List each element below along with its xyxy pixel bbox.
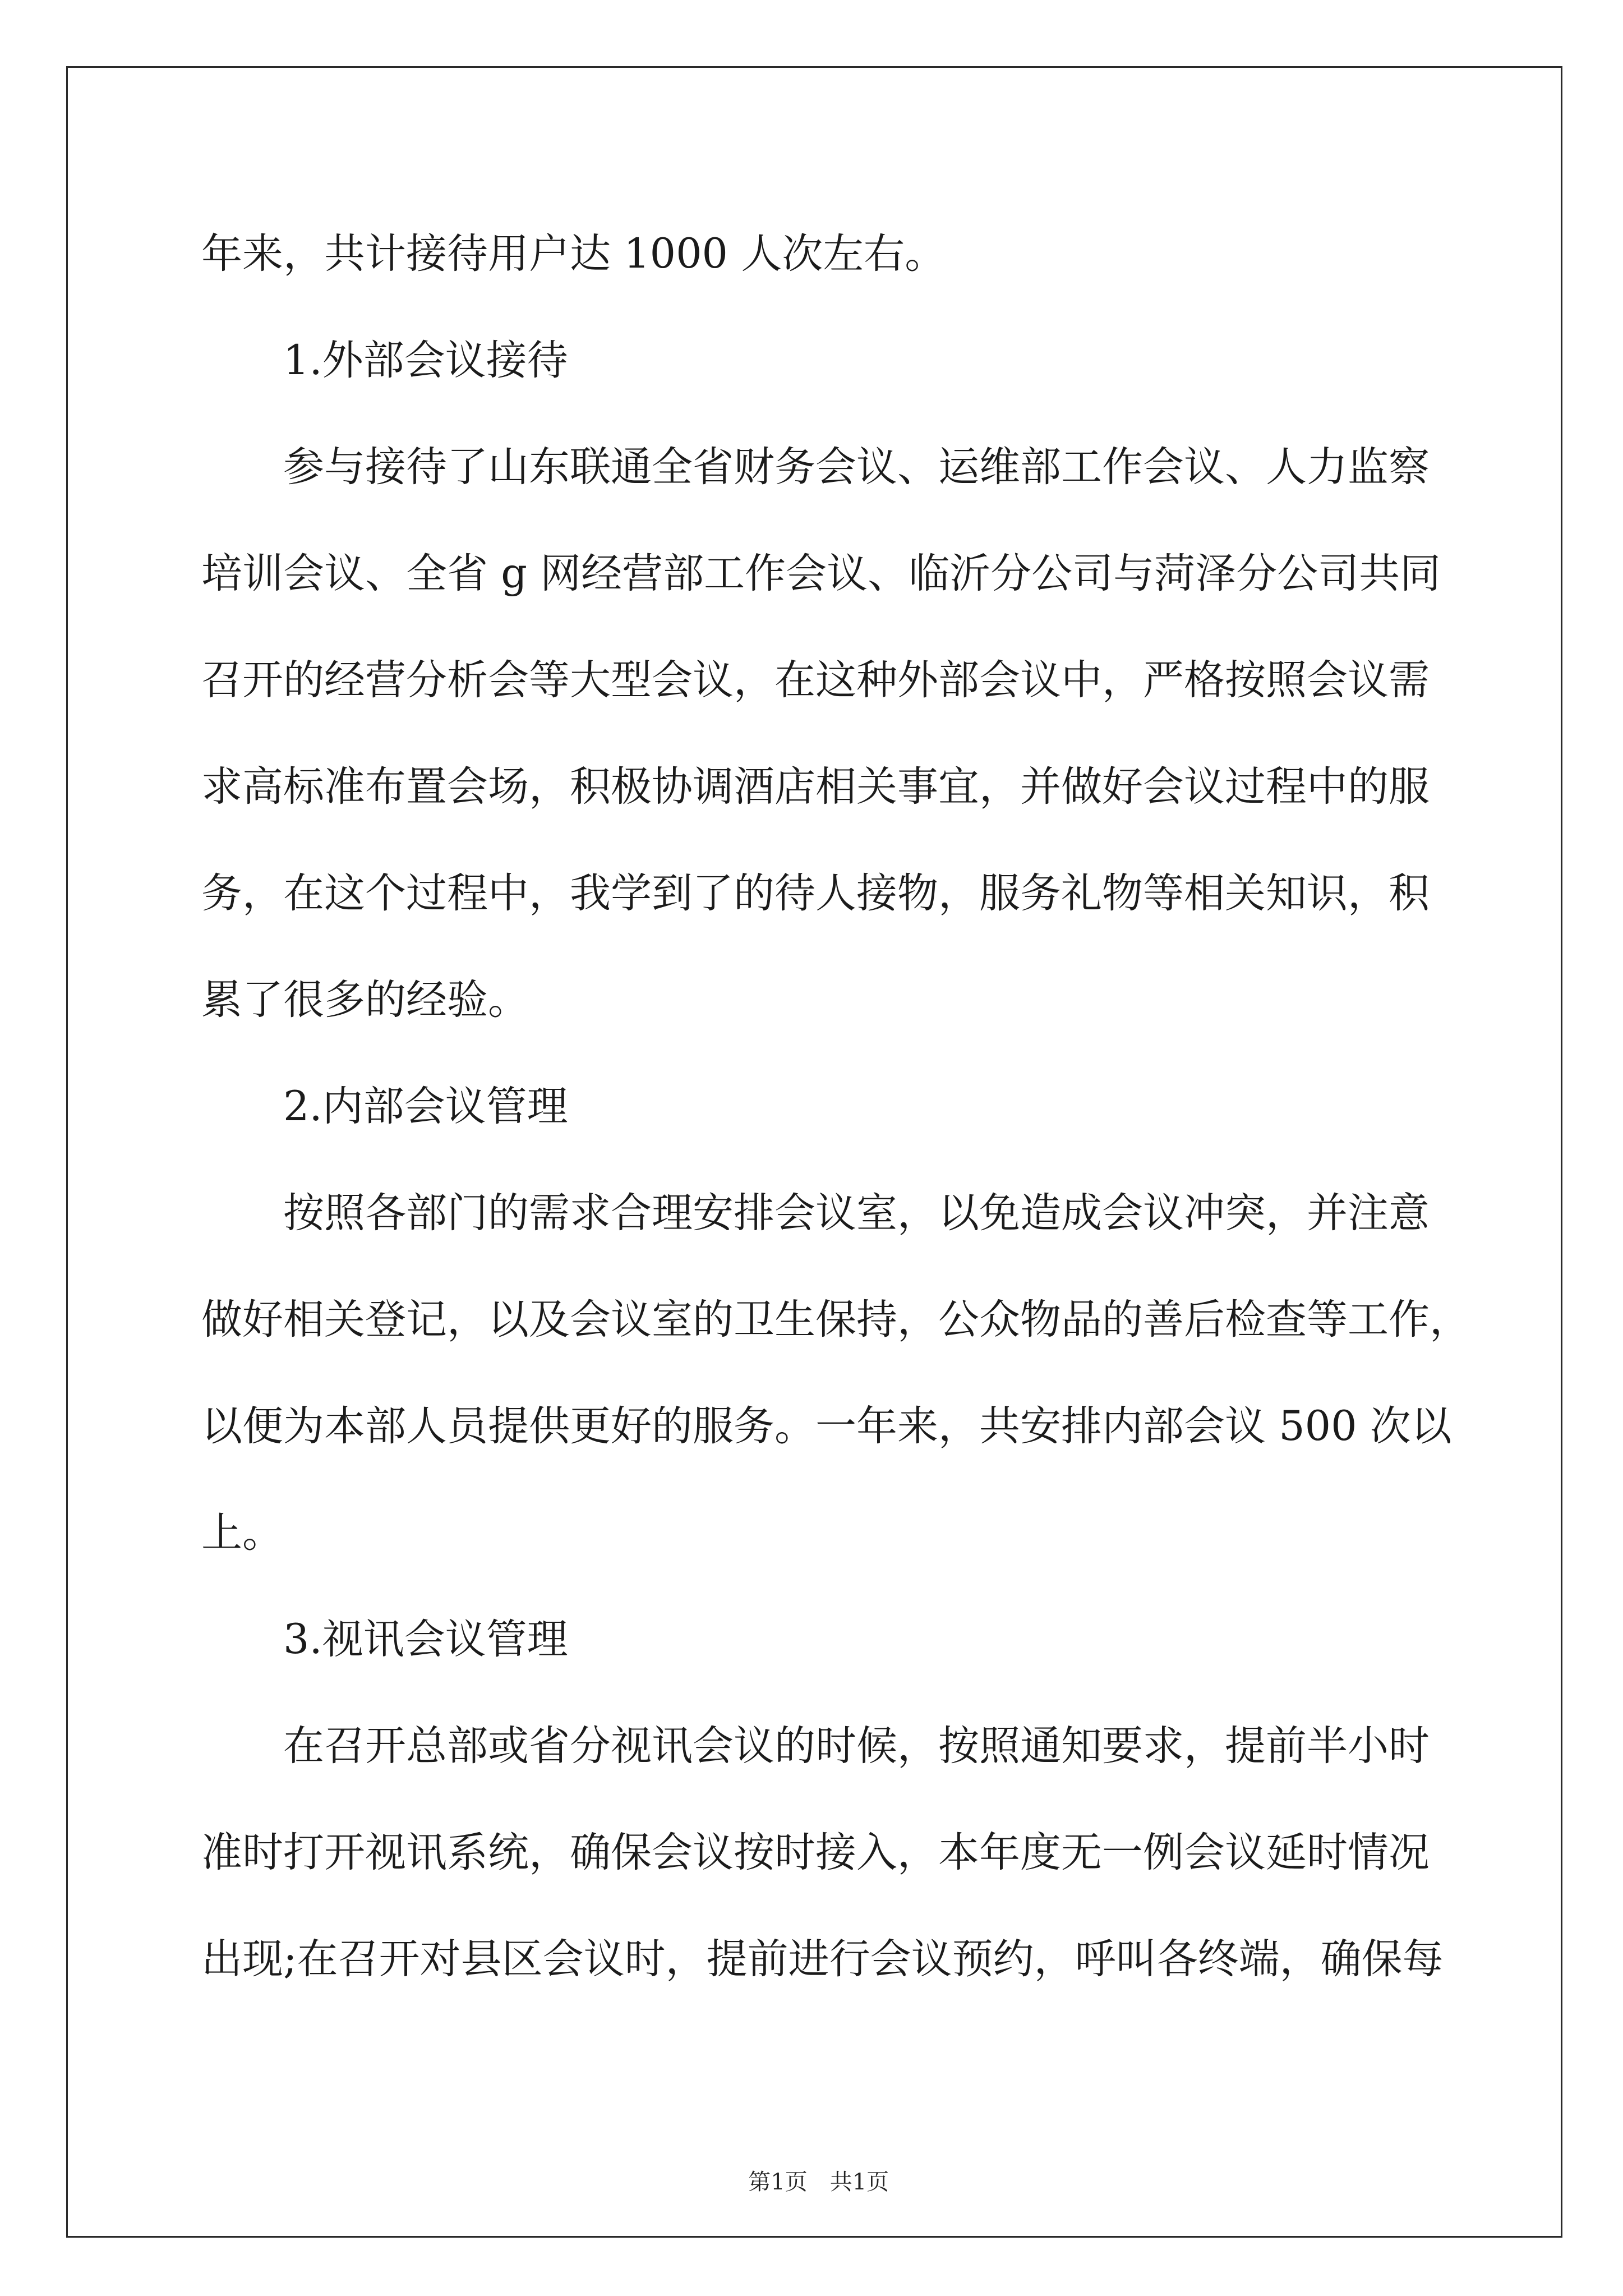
section-heading: 1.外部会议接待: [283, 337, 568, 384]
text-line: 累了很多的经验。: [201, 976, 529, 1024]
section-heading: 3.视讯会议管理: [283, 1616, 568, 1663]
text-line: 以便为本部人员提供更好的服务。一年来，共安排内部会议 500 次以: [201, 1402, 1452, 1450]
section-heading-3: [201, 1586, 1491, 1693]
section-heading: 2.内部会议管理: [283, 1083, 568, 1130]
text-line: 求高标准布置会场，积极协调酒店相关事宜，并做好会议过程中的服: [201, 763, 1430, 811]
paragraph: [201, 1160, 1491, 1586]
section-heading-1: [201, 307, 1491, 414]
text-line: 参与接待了山东联通全省财务会议、运维部工作会议、人力监察: [283, 443, 1430, 491]
text-line: 准时打开视讯系统，确保会议按时接入，本年度无一例会议延时情况: [201, 1829, 1430, 1876]
text-line: 培训会议、全省 g 网经营部工作会议、临沂分公司与菏泽分公司共同: [201, 550, 1441, 597]
page-number: 第1页 共1页: [748, 2169, 889, 2195]
section-heading-2: [201, 1053, 1491, 1160]
paragraph: [201, 201, 1491, 307]
text-line: 按照各部门的需求合理安排会议室，以免造成会议冲突，并注意: [283, 1189, 1430, 1237]
text-line: 出现;在召开对县区会议时，提前进行会议预约，呼叫各终端，确保每: [201, 1935, 1444, 1983]
text-line: 在召开总部或省分视讯会议的时候，按照通知要求，提前半小时: [283, 1722, 1430, 1770]
text-line: 年来，共计接待用户达 1000 人次左右。: [201, 230, 946, 278]
text-line: 务，在这个过程中，我学到了的待人接物，服务礼物等相关知识，积: [201, 869, 1430, 917]
paragraph: [201, 1693, 1491, 2013]
text-line: 上。: [201, 1509, 283, 1557]
document-body: [201, 201, 1491, 2013]
text-line: 做好相关登记，以及会议室的卫生保持，公众物品的善后检查等工作，: [201, 1296, 1470, 1343]
page-footer: [0, 2140, 1623, 2195]
paragraph: [201, 414, 1491, 1053]
text-line: 召开的经营分析会等大型会议，在这种外部会议中，严格按照会议需: [201, 656, 1430, 704]
